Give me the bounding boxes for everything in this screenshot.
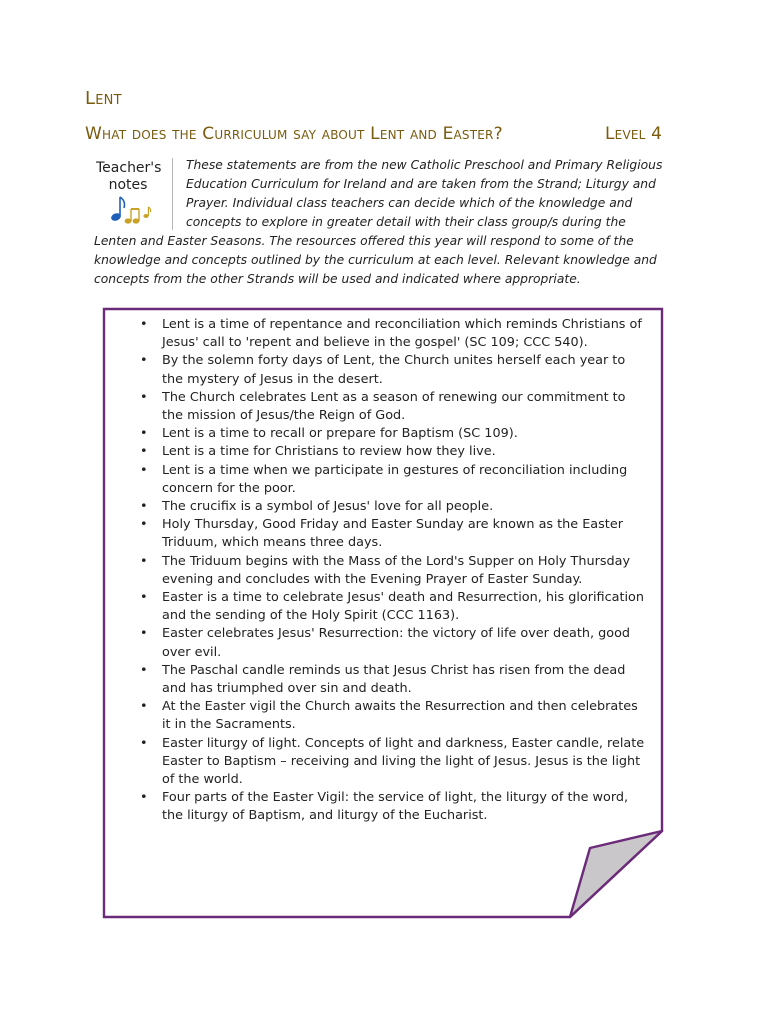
bullet-icon: • [140, 699, 148, 715]
statement-line: it in the Sacraments. [162, 717, 296, 733]
page-title: Lent [85, 88, 122, 109]
statement-list [134, 316, 654, 826]
teachers-notes-line1: Teacher's [96, 160, 162, 176]
statement-line: Lent is a time for Christians to review how they live. [162, 444, 496, 460]
statement-item [134, 316, 654, 352]
statement-line: The Church celebrates Lent as a season of renewing our commitment to [162, 389, 626, 405]
bullet-icon: • [140, 499, 148, 515]
statement-item [134, 698, 654, 734]
statement-line: The crucifix is a symbol of Jesus' love for all people. [162, 499, 494, 515]
bullet-icon: • [140, 735, 148, 751]
statement-line: Easter liturgy of light. Concepts of light and darkness, Easter candle, relate [162, 735, 645, 751]
statement-line: By the solemn forty days of Lent, the Church unites herself each year to [162, 353, 626, 369]
intro-line: Prayer. Individual class teachers can decide which of the knowledge and [186, 196, 633, 210]
bullet-icon: • [140, 517, 148, 533]
statement-line: Easter celebrates Jesus' Resurrection: the victory of life over death, good [162, 626, 631, 642]
statement-line: Jesus' call to 'repent and believe in the gospel' (SC 109; CCC 540). [162, 335, 588, 351]
statement-item [134, 662, 654, 698]
statement-line: the mission of Jesus/the Reign of God. [162, 408, 406, 424]
intro-line: Lenten and Easter Seasons. The resources offered this year will respond to some of the [94, 234, 634, 248]
statement-line: Easter is a time to celebrate Jesus' death and Resurrection, his glorification [162, 590, 645, 606]
statement-line: Easter to Baptism – receiving and living the light of Jesus. Jesus is the light [162, 753, 641, 769]
statement-line: The Paschal candle reminds us that Jesus Christ has risen from the dead [162, 662, 626, 678]
statement-line: Lent is a time when we participate in gestures of reconciliation including [162, 462, 628, 478]
statement-line: At the Easter vigil the Church awaits the Resurrection and then celebrates [162, 699, 638, 715]
statement-item [134, 498, 654, 516]
statement-item [134, 735, 654, 790]
statement-line: Lent is a time of repentance and reconciliation which reminds Christians of [162, 317, 642, 332]
statement-item [134, 352, 654, 388]
statement-item [134, 425, 654, 443]
statement-line: Lent is a time to recall or prepare for Baptism (SC 109). [162, 426, 518, 442]
statement-line: of the world. [162, 772, 243, 788]
statement-item [134, 443, 654, 461]
intro-line: concepts to explore in greater detail with their class group/s during the [186, 215, 626, 229]
teachers-notes-line2: notes [108, 177, 148, 193]
intro-line: concepts from the other Strands will be used and indicated where appropriate. [94, 272, 581, 286]
bullet-icon: • [140, 626, 148, 642]
statement-item [134, 589, 654, 625]
statement-item [134, 625, 654, 661]
bullet-icon: • [140, 590, 148, 606]
bullet-icon: • [140, 462, 148, 478]
bullet-icon: • [140, 317, 148, 332]
bullet-icon: • [140, 790, 148, 806]
statement-item [134, 462, 654, 498]
statement-item [134, 389, 654, 425]
statement-item [134, 553, 654, 589]
statement-line: The Triduum begins with the Mass of the Lord's Supper on Holy Thursday [162, 553, 631, 569]
intro-line: Education Curriculum for Ireland and are taken from the Strand; Liturgy and [186, 177, 656, 191]
bullet-icon: • [140, 389, 148, 405]
statement-line: and has triumphed over sin and death. [162, 681, 412, 697]
statement-item [134, 516, 654, 552]
statement-line: over evil. [162, 644, 222, 660]
bullet-icon: • [140, 662, 148, 678]
statement-line: concern for the poor. [162, 480, 296, 496]
statement-line: evening and concludes with the Evening Prayer of Easter Sunday. [162, 571, 583, 587]
statement-line: the mystery of Jesus in the desert. [162, 371, 383, 387]
bullet-icon: • [140, 553, 148, 569]
statement-item [134, 789, 654, 825]
intro-line: These statements are from the new Catholic Preschool and Primary Religious [186, 158, 663, 172]
section-heading: What does the Curriculum say about Lent and Easter? [85, 124, 503, 144]
statement-line: Triduum, which means three days. [162, 535, 383, 551]
bullet-icon: • [140, 426, 148, 442]
statement-line: Four parts of the Easter Vigil: the service of light, the liturgy of the word, [162, 790, 629, 806]
bullet-icon: • [140, 353, 148, 369]
statement-line: the liturgy of Baptism, and liturgy of the Eucharist. [162, 808, 488, 824]
intro-line: knowledge and concepts outlined by the curriculum at each level. Relevant knowledge and [94, 253, 657, 267]
statement-line: and the sending of the Holy Spirit (CCC 1163). [162, 608, 460, 624]
level-label: Level 4 [605, 124, 663, 144]
bullet-icon: • [140, 444, 148, 460]
statement-line: Holy Thursday, Good Friday and Easter Sunday are known as the Easter [162, 517, 623, 533]
